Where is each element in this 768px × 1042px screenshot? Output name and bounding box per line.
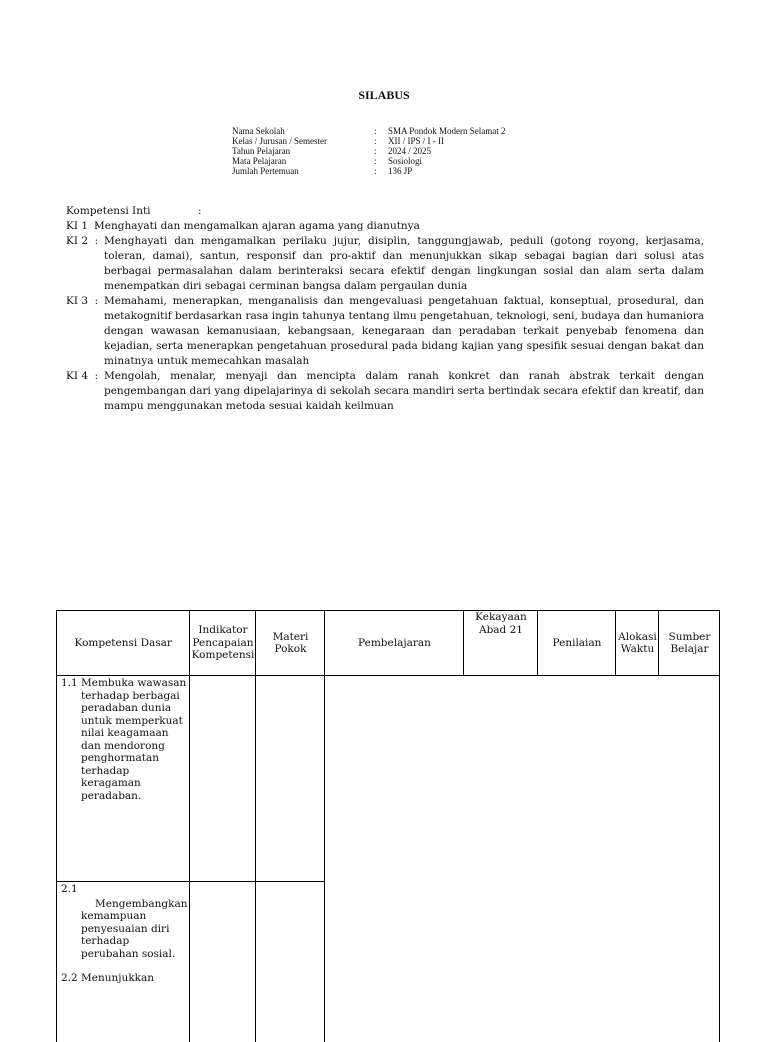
col-materi: Materi Pokok xyxy=(256,611,325,676)
info-row-school: Nama Sekolah : SMA Pondok Modern Selamat 2 xyxy=(232,126,506,136)
materi-cell xyxy=(256,882,325,1042)
col-indikator: Indikator Pencapaian Kompetensi xyxy=(190,611,256,676)
materi-cell xyxy=(256,676,325,882)
table-row xyxy=(57,676,720,882)
table-header-row xyxy=(57,611,720,676)
school-info xyxy=(232,126,506,176)
ki-1: KI 1 : Menghayati dan mengamalkan ajaran agama yang dianutnya xyxy=(66,220,420,232)
ki-heading: Kompetensi Inti : xyxy=(66,205,202,217)
merged-cell xyxy=(325,676,720,1042)
col-penilaian: Penilaian xyxy=(538,611,616,676)
col-kekayaan: Kekayaan Abad 21 xyxy=(464,611,538,676)
syllabus-table xyxy=(56,610,720,1042)
kd-cell: 2.1 Mengembangkan kemampuan penyesuaian diri terhadap perubahan sosial. 2.2 Menunjukkan xyxy=(57,882,190,1042)
col-alokasi: Alokasi Waktu xyxy=(616,611,659,676)
ki-2: KI 2 : Menghayati dan mengamalkan perilaku jujur, disiplin, tanggungjawab, peduli (gotong royong, kerjasama, toleran, damai), santun, responsif dan pro-aktif dan menunjukkan sikap sebagai bagian dari solusi atas berbagai permasalahan dalam berinteraksi secara efektif dengan lingkungan sosial dan alam serta dalam menempatkan diri sebagai cerminan bangsa dalam pergaulan dunia xyxy=(66,235,704,292)
col-kompetensi-dasar: Kompetensi Dasar xyxy=(57,611,190,676)
kd-cell: 1.1 Membuka wawasan terhadap berbagai peradaban dunia untuk memperkuat nilai keagamaan dan mendorong penghormatan terhadap keragaman peradaban. xyxy=(57,676,190,882)
info-row-year: Tahun Pelajaran : 2024 / 2025 xyxy=(232,146,432,156)
ki-4: KI 4 : Mengolah, menalar, menyaji dan mencipta dalam ranah konkret dan ranah abstrak terkait dengan pengembangan dari yang dipelajarinya di sekolah secara mandiri serta bertindak secara efektif dan kreatif, dan mampu menggunakan metoda sesuai kaidah keilmuan xyxy=(66,370,704,412)
col-pembelajaran: Pembelajaran xyxy=(325,611,464,676)
col-sumber: Sumber Belajar xyxy=(659,611,720,676)
info-row-subject: Mata Pelajaran : Sosiologi xyxy=(232,156,423,166)
info-row-class: Kelas / Jurusan / Semester : XII / IPS / I - II xyxy=(232,136,444,146)
info-row-meetings: Jumlah Pertemuan : 136 JP xyxy=(232,166,413,176)
indikator-cell xyxy=(190,882,256,1042)
document-title: SILABUS xyxy=(358,88,410,102)
ki-3: KI 3 : Memahami, menerapkan, menganalisis dan mengevaluasi pengetahuan faktual, konseptual, prosedural, dan metakognitif berdasarkan rasa ingin tahunya tentang ilmu pengetahuan, teknologi, seni, budaya dan humaniora dengan wawasan kemanusiaan, kebangsaan, kenegaraan dan peradaban terkait penyebab fenomena dan kejadian, serta menerapkan pengetahuan prosedural pada bidang kajian yang spesifik sesuai dengan bakat dan minatnya untuk memecahkan masalah xyxy=(66,295,704,367)
indikator-cell xyxy=(190,676,256,882)
